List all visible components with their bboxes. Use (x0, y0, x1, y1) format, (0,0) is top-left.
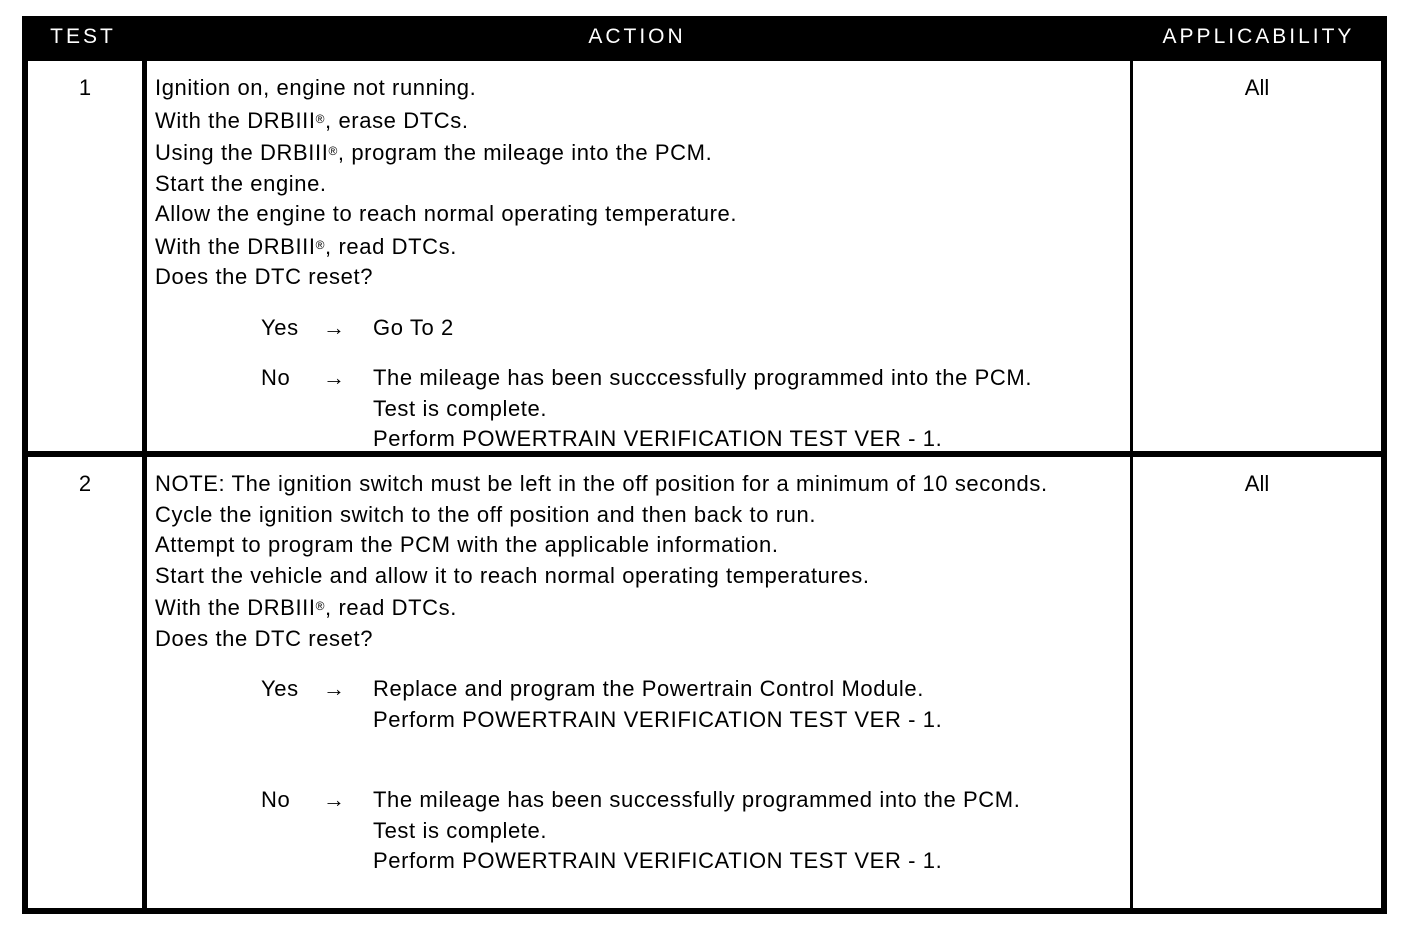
row-1-test-number: 1 (28, 61, 142, 451)
no-result-line: The mileage has been succcessfully programmed into the PCM. (373, 365, 1033, 390)
no-result-line: Test is complete. (373, 395, 548, 421)
row-1-step: Allow the engine to reach normal operating temperature. (155, 201, 738, 226)
row-1-action (147, 61, 1130, 451)
yes-label: Yes (261, 314, 299, 340)
row-1-step: Using the DRBIII®, program the mileage into the PCM. (155, 140, 713, 165)
no-result-line: Perform POWERTRAIN VERIFICATION TEST VER - 1. (373, 848, 943, 873)
arrow-right-icon: → (323, 676, 346, 701)
row-1-step: Does the DTC reset? (155, 264, 374, 289)
row-1-step: With the DRBIII®, read DTCs. (155, 233, 457, 259)
header-test: TEST (50, 25, 116, 48)
row-1-step: With the DRBIII®, erase DTCs. (155, 107, 469, 133)
arrow-right-icon: → (323, 314, 346, 340)
arrow-right-icon: → (323, 787, 346, 812)
no-label: No (261, 365, 291, 390)
row-2-action (147, 457, 1130, 908)
arrow-right-icon: → (323, 365, 346, 390)
yes-result-line: Perform POWERTRAIN VERIFICATION TEST VER - 1. (373, 706, 943, 732)
row-2-yes-result (261, 674, 1122, 735)
no-result-line: The mileage has been successfully programmed into the PCM. (373, 787, 1021, 812)
row-1-no-result (261, 363, 1122, 455)
row-1-step: Start the engine. (155, 170, 327, 196)
row-2-no-result (261, 785, 1122, 877)
row-2-step: Cycle the ignition switch to the off position and then back to run. (155, 501, 817, 527)
row-2-step: Start the vehicle and allow it to reach normal operating temperatures. (155, 562, 870, 588)
yes-result-line: Replace and program the Powertrain Control Module. (373, 676, 924, 701)
row-2-step: Does the DTC reset? (155, 625, 374, 651)
diagnostic-test-table (22, 16, 1387, 914)
no-label: No (261, 787, 291, 812)
yes-result-line: Go To 2 (373, 314, 454, 340)
no-result-line: Perform POWERTRAIN VERIFICATION TEST VER - 1. (373, 426, 943, 451)
row-2-step: With the DRBIII®, read DTCs. (155, 595, 457, 620)
row-2-note: NOTE: The ignition switch must be left in the off position for a minimum of 10 seconds. (155, 471, 1048, 496)
row-2-step: Attempt to program the PCM with the applicable information. (155, 532, 779, 557)
row-1-yes-result (261, 313, 1122, 344)
yes-label: Yes (261, 676, 299, 701)
row-2-test-number: 2 (28, 457, 142, 908)
row-1-step: Ignition on, engine not running. (155, 75, 477, 100)
header-action: ACTION (588, 25, 686, 48)
no-result-line: Test is complete. (373, 817, 548, 843)
row-2-applicability: All (1133, 457, 1381, 908)
header-applicability: APPLICABILITY (1162, 25, 1355, 48)
row-1-applicability: All (1133, 61, 1381, 451)
